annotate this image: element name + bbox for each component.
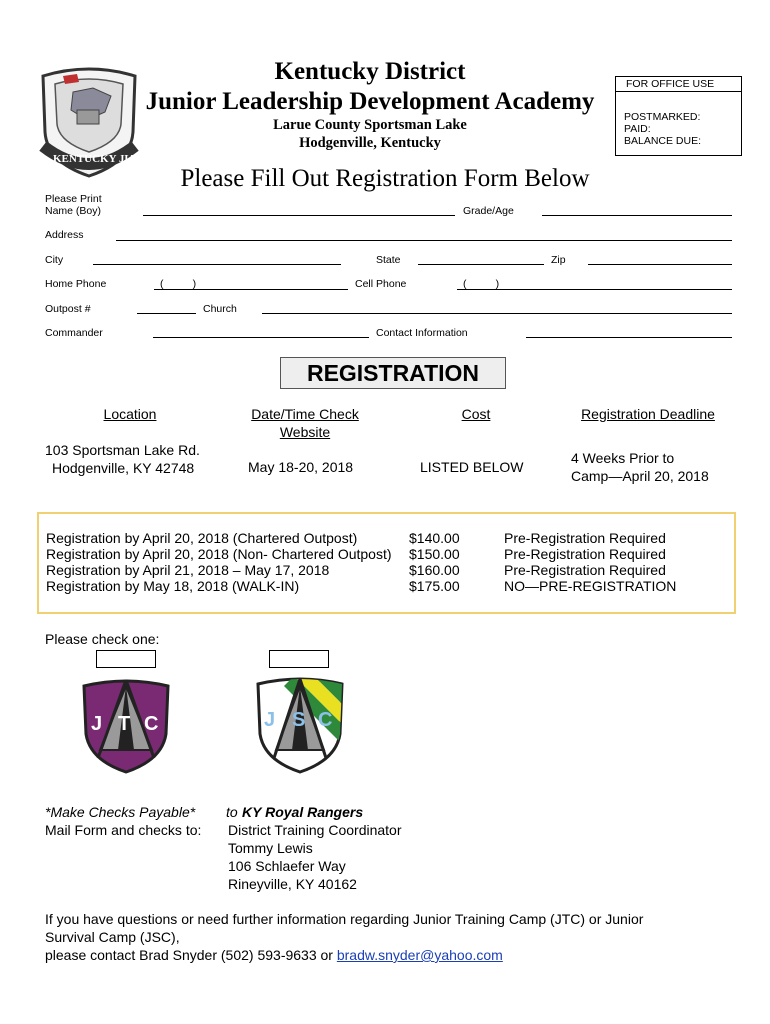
jsc-checkbox[interactable]	[269, 650, 329, 668]
name-label-2: Name (Boy)	[45, 205, 102, 217]
church-field[interactable]	[262, 313, 732, 314]
check-one-label: Please check one:	[45, 631, 160, 647]
commander-field[interactable]	[153, 337, 369, 338]
office-use-title: FOR OFFICE USE	[626, 78, 715, 90]
district-seal-logo	[33, 62, 145, 180]
title-line-1: Kentucky District	[274, 58, 466, 85]
home-phone-parens: ( )	[160, 278, 197, 290]
church-label: Church	[203, 303, 237, 315]
email-link[interactable]: bradw.snyder@yahoo.com	[336, 947, 503, 963]
name-field[interactable]	[143, 215, 455, 216]
zip-label: Zip	[551, 254, 566, 266]
footer-line-2: Survival Camp (JSC),	[45, 929, 180, 945]
mail-address-2: Tommy Lewis	[228, 840, 313, 856]
balance-due-label: BALANCE DUE:	[624, 135, 702, 147]
location-line-2: Hodgenville, Kentucky	[299, 135, 441, 151]
contact-info-field[interactable]	[526, 337, 732, 338]
pricing-row-3-price: $160.00	[409, 562, 460, 578]
mail-address-4: Rineyville, KY 40162	[228, 876, 357, 892]
pricing-row-1-desc: Registration by April 20, 2018 (Chartered Outpost)	[46, 530, 358, 546]
pricing-row-4-price: $175.00	[409, 578, 460, 594]
outpost-label: Outpost #	[45, 303, 91, 315]
home-phone-label: Home Phone	[45, 278, 107, 290]
cell-phone-label: Cell Phone	[355, 278, 407, 290]
pricing-row-4-note: NO—PRE-REGISTRATION	[504, 578, 677, 594]
jtc-badge-logo	[80, 678, 172, 774]
deadline-value-2: Camp—April 20, 2018	[571, 468, 709, 484]
col-location-header: Location	[103, 406, 157, 422]
jtc-letter-c: C	[144, 713, 159, 735]
col-cost-header: Cost	[461, 406, 491, 422]
jsc-badge-logo	[254, 676, 346, 774]
pricing-row-4-desc: Registration by May 18, 2018 (WALK-IN)	[46, 578, 300, 594]
postmarked-label: POSTMARKED:	[624, 111, 701, 123]
outpost-field[interactable]	[137, 313, 196, 314]
jsc-letter-j: J	[264, 709, 276, 731]
location-value-1: 103 Sportsman Lake Rd.	[45, 442, 200, 458]
location-line-1: Larue County Sportsman Lake	[273, 117, 467, 133]
form-subtitle: Please Fill Out Registration Form Below	[180, 165, 590, 192]
col-date-header-2: Website	[279, 424, 331, 440]
pricing-row-2-note: Pre-Registration Required	[504, 546, 666, 562]
grade-field[interactable]	[542, 215, 732, 216]
pricing-row-1-price: $140.00	[409, 530, 460, 546]
title-line-2: Junior Leadership Development Academy	[145, 88, 595, 115]
payable-label: *Make Checks Payable*	[45, 804, 196, 820]
deadline-value-1: 4 Weeks Prior to	[571, 450, 675, 466]
jtc-letter-t: T	[118, 713, 131, 735]
col-date-header-1: Date/Time Check	[251, 406, 359, 422]
cell-phone-parens: ( )	[463, 278, 500, 290]
paid-label: PAID:	[624, 123, 651, 135]
pricing-row-2-price: $150.00	[409, 546, 460, 562]
contact-info-label: Contact Information	[376, 327, 468, 339]
city-field[interactable]	[93, 264, 341, 265]
payee-name: KY Royal Rangers	[242, 804, 364, 820]
pricing-row-1-note: Pre-Registration Required	[504, 530, 666, 546]
registration-title: REGISTRATION	[280, 357, 506, 389]
jsc-letter-s: S	[292, 709, 306, 731]
pricing-row-3-desc: Registration by April 21, 2018 – May 17, 2018	[46, 562, 330, 578]
state-label: State	[376, 254, 401, 266]
mail-address-3: 106 Schlaefer Way	[228, 858, 346, 874]
grade-label: Grade/Age	[463, 205, 514, 217]
payable-to: to	[226, 804, 238, 820]
footer-contact-text: please contact Brad Snyder (502) 593-9633 or	[45, 947, 333, 963]
address-field[interactable]	[116, 240, 732, 241]
jtc-letter-j: J	[91, 713, 103, 735]
commander-label: Commander	[45, 327, 103, 339]
name-label-1: Please Print	[45, 193, 102, 205]
date-value: May 18-20, 2018	[248, 459, 354, 475]
office-use-box	[615, 76, 742, 156]
cell-phone-field[interactable]	[457, 289, 732, 290]
mail-address-1: District Training Coordinator	[228, 822, 402, 838]
pricing-row-3-note: Pre-Registration Required	[504, 562, 666, 578]
col-deadline-header: Registration Deadline	[581, 406, 715, 422]
cost-value: LISTED BELOW	[420, 459, 524, 475]
location-value-2: Hodgenville, KY 42748	[52, 460, 195, 476]
home-phone-field[interactable]	[154, 289, 348, 290]
pricing-row-2-desc: Registration by April 20, 2018 (Non- Chartered Outpost)	[46, 546, 392, 562]
address-label: Address	[45, 229, 84, 241]
jsc-letter-c: C	[318, 709, 333, 731]
state-field[interactable]	[418, 264, 544, 265]
city-label: City	[45, 254, 64, 266]
footer-line-3	[45, 947, 503, 963]
seal-text: KENTUCKY JLTA	[53, 153, 145, 165]
mail-label: Mail Form and checks to:	[45, 822, 202, 838]
zip-field[interactable]	[588, 264, 732, 265]
jtc-checkbox[interactable]	[96, 650, 156, 668]
footer-line-1: If you have questions or need further information regarding Junior Training Camp (JTC) or Junior	[45, 911, 644, 927]
